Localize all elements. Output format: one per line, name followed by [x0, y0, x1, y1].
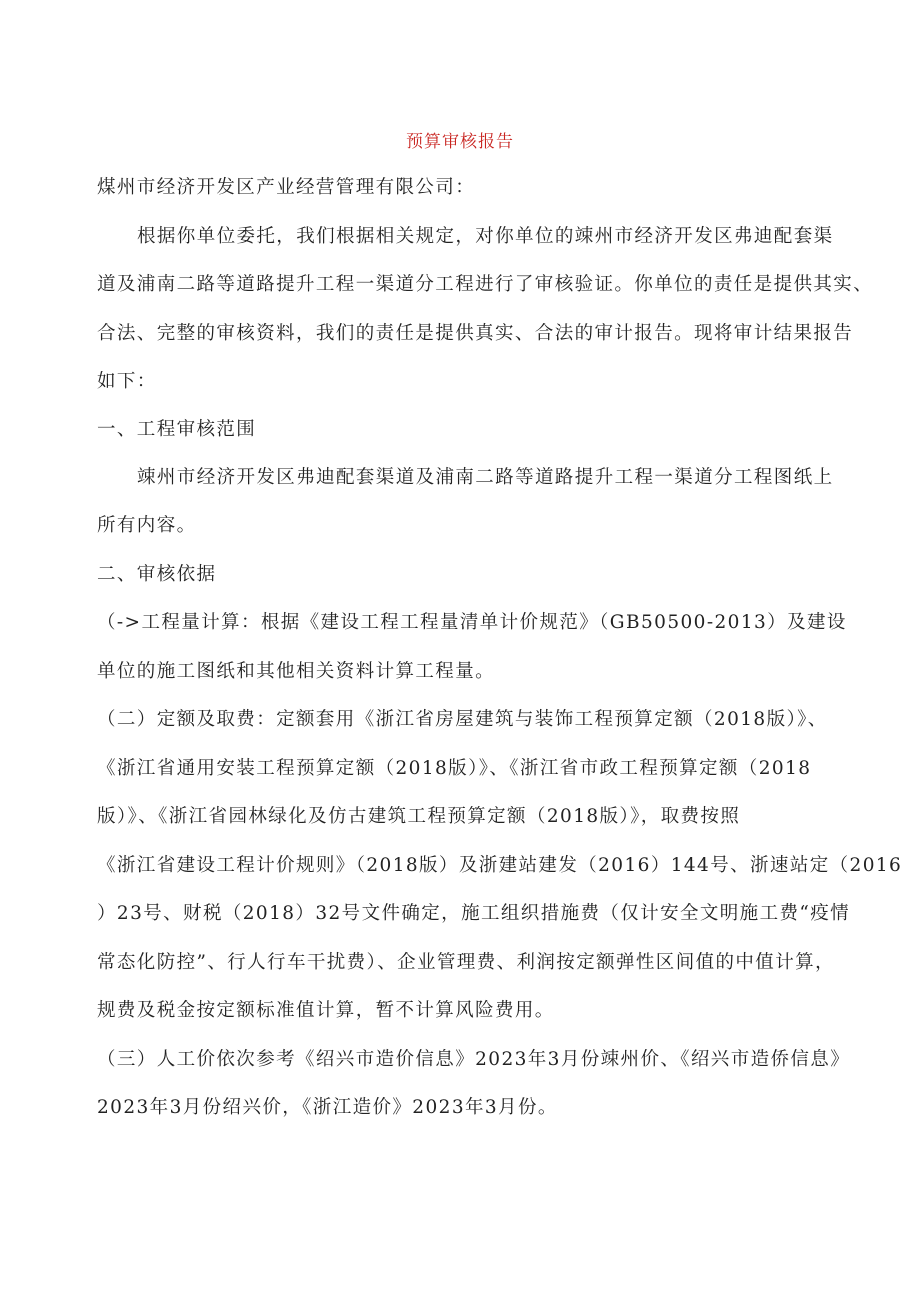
paragraph-line: （二）定额及取费：定额套用《浙江省房屋建筑与装饰工程预算定额（2018版）》、: [97, 709, 828, 730]
paragraph-line: （->工程量计算：根据《建设工程工程量清单计价规范》（GB50500-2013）及建设: [97, 612, 847, 633]
paragraph-line: 《浙江省建设工程计价规则》（2018版）及浙建站建发（2016）144号、浙速站定（2016: [97, 855, 903, 876]
paragraph-line: 如下：: [97, 371, 157, 392]
paragraph-line: 所有内容。: [97, 515, 197, 536]
paragraph-line: 根据你单位委托，我们根据相关规定，对你单位的竦州市经济开发区弗迪配套渠: [137, 226, 834, 247]
paragraph-line: 版）》、《浙江省园林绿化及仿古建筑工程预算定额（2018版）》，取费按照: [97, 806, 741, 827]
paragraph-line: 《浙江省通用安装工程预算定额（2018版）》、《浙江省市政工程预算定额（2018: [97, 758, 812, 779]
section-heading-basis: 二、审核依据: [97, 564, 217, 585]
paragraph-line: 道及浦南二路等道路提升工程一渠道分工程进行了审核验证。你单位的责任是提供其实、: [97, 274, 874, 295]
paragraph-line: ）23号、财税（2018）32号文件确定，施工组织措施费（仅计安全文明施工费“疫情: [97, 903, 851, 924]
addressee-line: 煤州市经济开发区产业经营管理有限公司：: [97, 177, 476, 198]
paragraph-line: 竦州市经济开发区弗迪配套渠道及浦南二路等道路提升工程一渠道分工程图纸上: [137, 467, 834, 488]
paragraph-line: 规费及税金按定额标准值计算，暂不计算风险费用。: [97, 1000, 555, 1021]
document-title: 预算审核报告: [406, 132, 514, 152]
paragraph-line: （三）人工价依次参考《绍兴市造价信息》2023年3月份竦州价、《绍兴市造侨信息》: [97, 1049, 851, 1070]
paragraph-line: 单位的施工图纸和其他相关资料计算工程量。: [97, 661, 496, 682]
paragraph-line: 常态化防控”、行人行车干扰费）、企业管理费、利润按定额弹性区间值的中值计算，: [97, 952, 835, 973]
section-heading-scope: 一、工程审核范围: [97, 419, 257, 440]
paragraph-line: 合法、完整的审核资料，我们的责任是提供真实、合法的审计报告。现将审计结果报告: [97, 323, 854, 344]
paragraph-line: 2023年3月份绍兴价，《浙江造价》2023年3月份。: [97, 1097, 558, 1118]
